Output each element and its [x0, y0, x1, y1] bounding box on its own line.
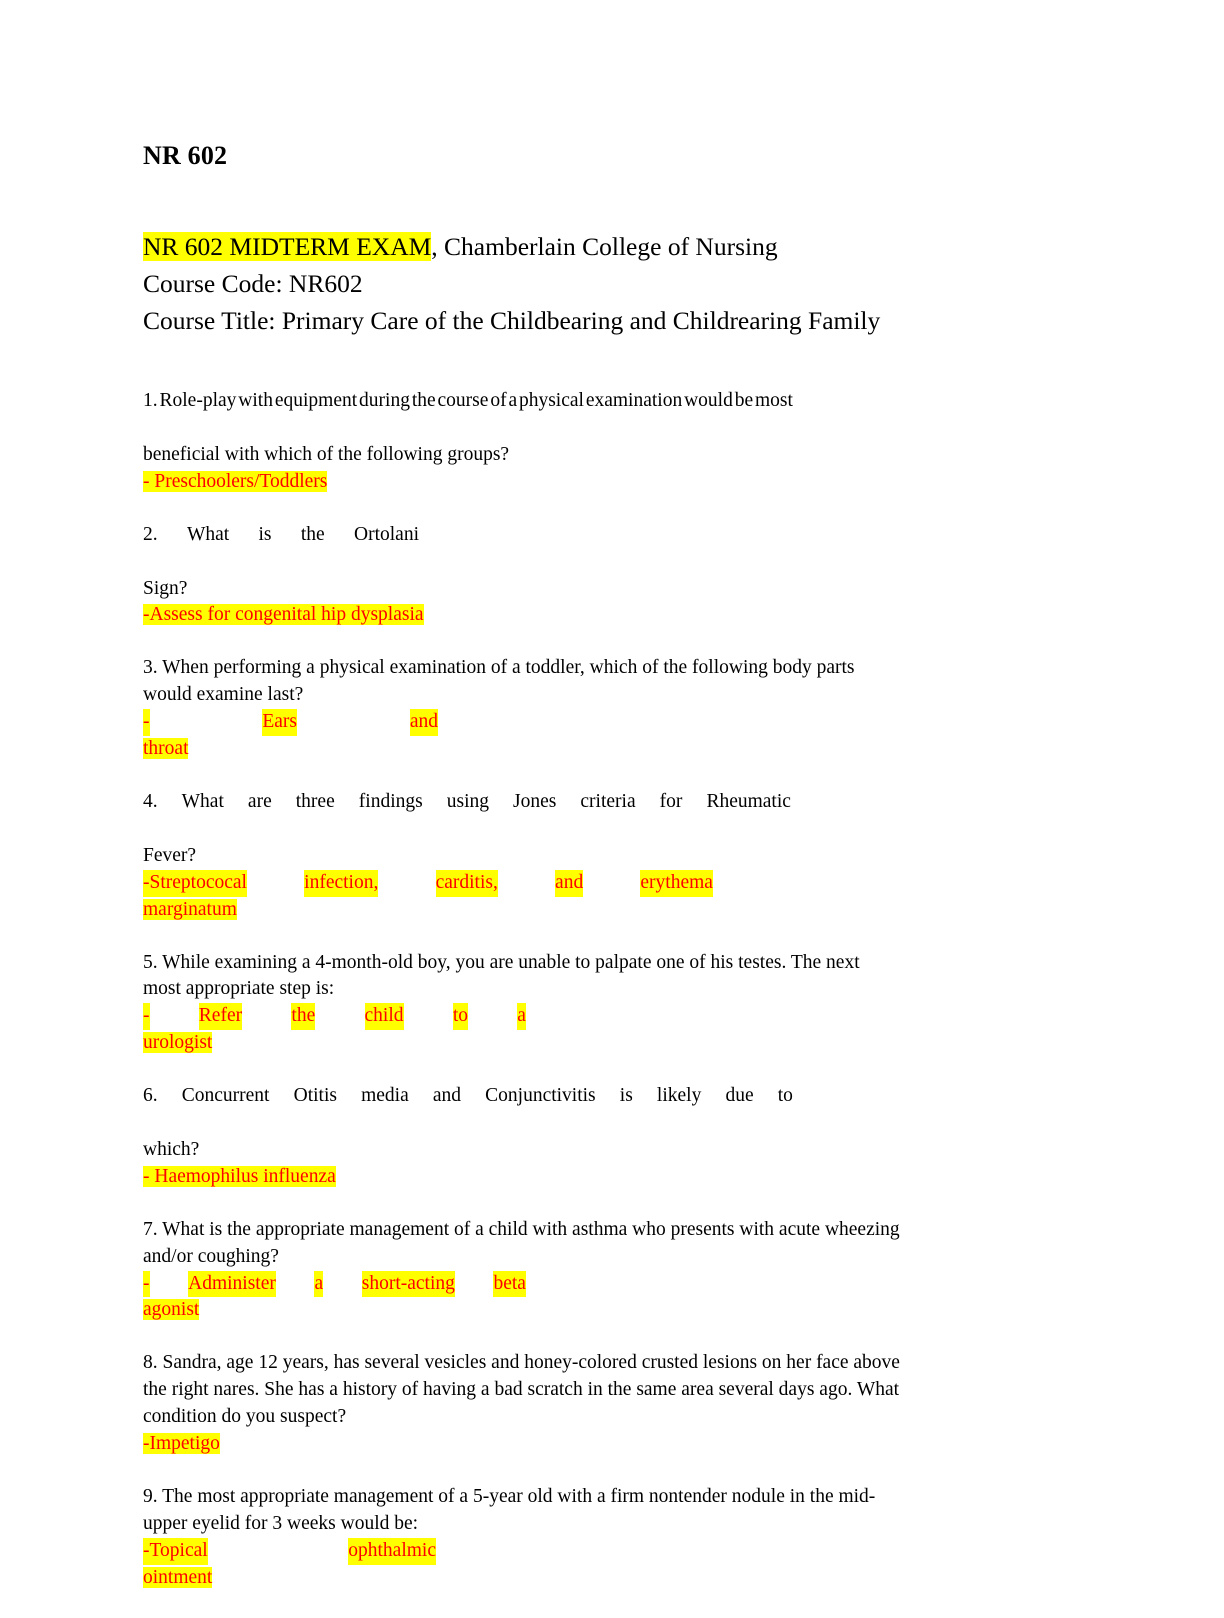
question-line-5-1: 5. While examining a 4-month-old boy, you are unable to palpate one of his testes. The next	[143, 951, 860, 973]
question-line-9-2: upper eyelid for 3 weeks would be:	[143, 1512, 419, 1534]
question-line-2-1: 2. What is the Ortolani	[143, 523, 419, 545]
document-content	[143, 140, 1073, 1618]
answer-text-5	[143, 1003, 1073, 1057]
question-line-2-2: Sign?	[143, 577, 188, 599]
question-line-6-1: 6. Concurrent Otitis media and Conjunctivitis is likely due to	[143, 1085, 793, 1107]
answer-line-9-1: -Topical ophthalmic	[143, 1538, 436, 1565]
answer-text-6: - Haemophilus influenza	[143, 1165, 336, 1187]
answer-line-3-1: - Ears and	[143, 709, 438, 736]
qa-item-1	[143, 388, 1073, 496]
exam-title-block	[143, 229, 1073, 340]
question-line-6-2: which?	[143, 1138, 200, 1160]
question-line-9-1: 9. The most appropriate management of a 5-year old with a firm nontender nodule in the mid-	[143, 1486, 876, 1507]
qa-item-7	[143, 1217, 1073, 1325]
question-text-5	[143, 950, 1073, 1004]
answer-line-4-1: -Streptococal infection, carditis, and erythema	[143, 870, 713, 897]
answer-text-8: -Impetigo	[143, 1433, 220, 1455]
question-line-4-2: Fever?	[143, 844, 197, 866]
question-line-1-1: 1. Role-play with equipment during the course of a physical examination would be most	[143, 390, 793, 412]
answer-line-9-2: ointment	[143, 1566, 213, 1588]
question-line-1-2: beneficial with which of the following groups?	[143, 443, 510, 465]
question-line-5-2: most appropriate step is:	[143, 978, 335, 1000]
exam-title-rest: , Chamberlain College of Nursing	[431, 232, 778, 262]
exam-title-highlight: NR 602 MIDTERM EXAM	[143, 232, 432, 262]
answer-line-7-1: - Administer a short-acting beta	[143, 1271, 526, 1298]
page-title: NR 602	[143, 141, 228, 170]
question-text-1	[143, 388, 1073, 469]
question-line-7-2: and/or coughing?	[143, 1245, 279, 1267]
answer-text-3	[143, 709, 1073, 763]
question-text-2	[143, 522, 1073, 603]
exam-title-line-1	[143, 229, 1073, 266]
question-line-8-1: 8. Sandra, age 12 years, has several vesicles and honey-colored crusted lesions on her face above	[143, 1352, 900, 1374]
qa-item-2	[143, 522, 1073, 630]
question-line-8-3: condition do you suspect?	[143, 1406, 347, 1428]
qa-item-3	[143, 655, 1073, 763]
answer-line-3-2: throat	[143, 738, 189, 760]
question-text-4	[143, 789, 1073, 870]
question-line-3-1: 3. When performing a physical examination of a toddler, which of the following body parts	[143, 657, 855, 679]
answer-line-5-2: urologist	[143, 1032, 213, 1054]
question-text-3	[143, 655, 1073, 709]
answer-line-4-2: marginatum	[143, 898, 237, 920]
course-title-line: Course Title: Primary Care of the Childbearing and Childrearing Family	[143, 306, 881, 336]
question-line-3-2: would examine last?	[143, 684, 304, 706]
qa-item-6	[143, 1083, 1073, 1191]
answer-line-5-1: - Refer the child to a	[143, 1003, 526, 1030]
question-line-8-2: the right nares. She has a history of having a bad scratch in the same area several days ago. What	[143, 1379, 900, 1401]
qa-item-4	[143, 789, 1073, 924]
question-text-6	[143, 1083, 1073, 1164]
course-code-line: Course Code: NR602	[143, 269, 363, 299]
question-text-7	[143, 1217, 1073, 1271]
answer-text-2: -Assess for congenital hip dysplasia	[143, 604, 424, 626]
question-line-4-1: 4. What are three findings using Jones criteria for Rheumatic	[143, 790, 791, 812]
answer-text-4	[143, 870, 1073, 924]
answer-text-7	[143, 1271, 1073, 1325]
answer-text-1: - Preschoolers/Toddlers	[143, 470, 328, 492]
question-text-8	[143, 1350, 1073, 1431]
qa-item-9	[143, 1484, 1073, 1592]
question-text-9	[143, 1484, 1073, 1538]
question-line-7-1: 7. What is the appropriate management of a child with asthma who presents with acute wheezing	[143, 1218, 900, 1240]
qa-item-8	[143, 1350, 1073, 1458]
qa-item-5	[143, 950, 1073, 1058]
answer-line-7-2: agonist	[143, 1299, 200, 1321]
